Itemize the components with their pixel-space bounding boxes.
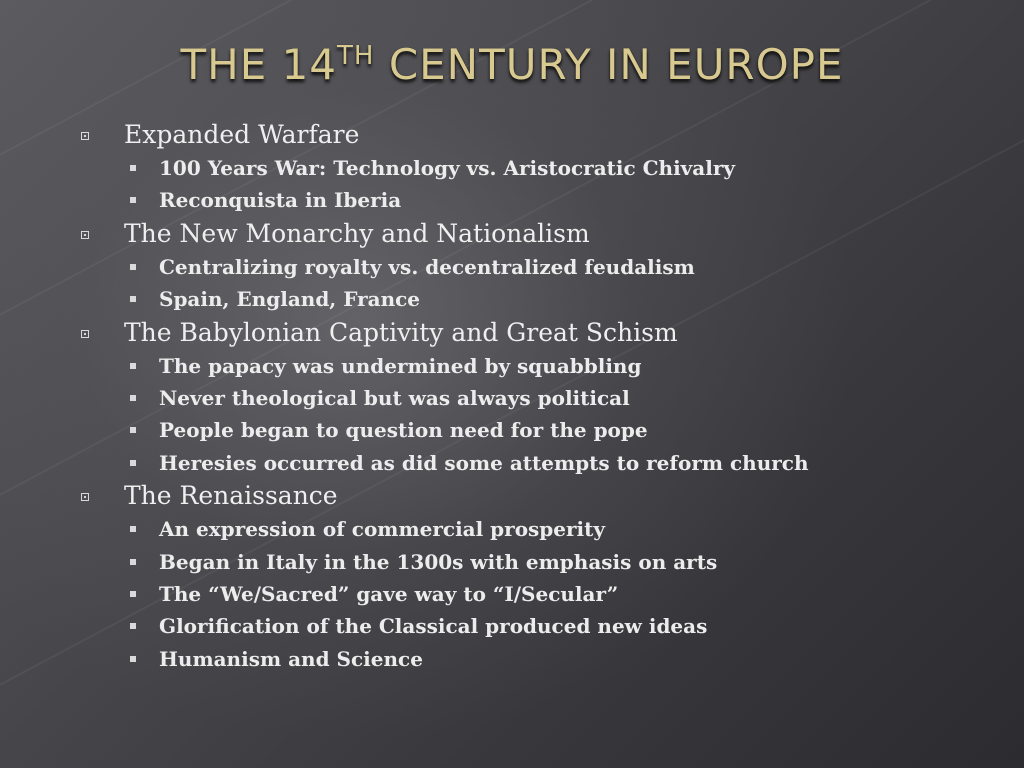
sub-bullet-text: Centralizing royalty vs. decentralized feudalism (159, 254, 695, 279)
sub-bullet-text: The “We/Sacred” gave way to “I/Secular” (159, 581, 619, 606)
sub-bullet-text: People began to question need for the pope (159, 418, 648, 443)
sub-bullet (78, 610, 978, 642)
square-dot-bullet-icon (81, 132, 89, 140)
sub-bullet (78, 283, 978, 315)
filled-square-bullet-icon (130, 526, 136, 532)
filled-square-bullet-icon (130, 165, 136, 171)
sub-bullet (78, 382, 978, 414)
slide-title (0, 40, 1024, 89)
section-heading (78, 316, 978, 350)
sub-bullet (78, 251, 978, 283)
title-text: THE 14 (180, 40, 338, 89)
section-heading-text: The Renaissance (124, 481, 338, 511)
filled-square-bullet-icon (130, 427, 136, 433)
filled-square-bullet-icon (130, 264, 136, 270)
sub-bullet (78, 513, 978, 545)
sub-bullet (78, 546, 978, 578)
sub-bullet (78, 578, 978, 610)
sub-bullet-text: Reconquista in Iberia (159, 188, 402, 213)
square-dot-bullet-icon (81, 493, 89, 501)
filled-square-bullet-icon (130, 591, 136, 597)
sub-bullet-text: An expression of commercial prosperity (159, 517, 606, 542)
bullet-list (78, 118, 978, 675)
sub-bullet (78, 184, 978, 216)
section-heading-text: The New Monarchy and Nationalism (124, 218, 590, 248)
sub-bullet-text: Began in Italy in the 1300s with emphasis on arts (159, 549, 718, 574)
sub-bullet-text: Heresies occurred as did some attempts to reform church (159, 450, 809, 475)
sub-bullet (78, 643, 978, 675)
filled-square-bullet-icon (130, 623, 136, 629)
sub-bullet (78, 447, 978, 479)
section-heading (78, 479, 978, 513)
section-heading-text: The Babylonian Captivity and Great Schism (124, 317, 678, 347)
sub-bullet-text: Spain, England, France (159, 287, 421, 312)
filled-square-bullet-icon (130, 559, 136, 565)
sub-bullet-text: Humanism and Science (159, 646, 423, 671)
sub-bullet (78, 350, 978, 382)
filled-square-bullet-icon (130, 460, 136, 466)
title-superscript: TH (337, 41, 375, 71)
square-dot-bullet-icon (81, 231, 89, 239)
title-text-rest: CENTURY IN EUROPE (374, 40, 844, 89)
section-heading (78, 217, 978, 251)
section-heading-text: Expanded Warfare (124, 120, 360, 149)
sub-bullet-text: 100 Years War: Technology vs. Aristocratic Chivalry (159, 156, 736, 180)
filled-square-bullet-icon (130, 296, 136, 302)
sub-bullet-text: The papacy was undermined by squabbling (159, 353, 642, 378)
filled-square-bullet-icon (130, 363, 136, 369)
filled-square-bullet-icon (130, 395, 136, 401)
sub-bullet (78, 414, 978, 446)
filled-square-bullet-icon (130, 656, 136, 662)
filled-square-bullet-icon (130, 197, 136, 203)
sub-bullet-text: Never theological but was always political (159, 385, 630, 410)
square-dot-bullet-icon (81, 330, 89, 338)
sub-bullet (78, 152, 978, 184)
section-heading (78, 118, 978, 152)
sub-bullet-text: Glorification of the Classical produced new ideas (159, 614, 708, 639)
